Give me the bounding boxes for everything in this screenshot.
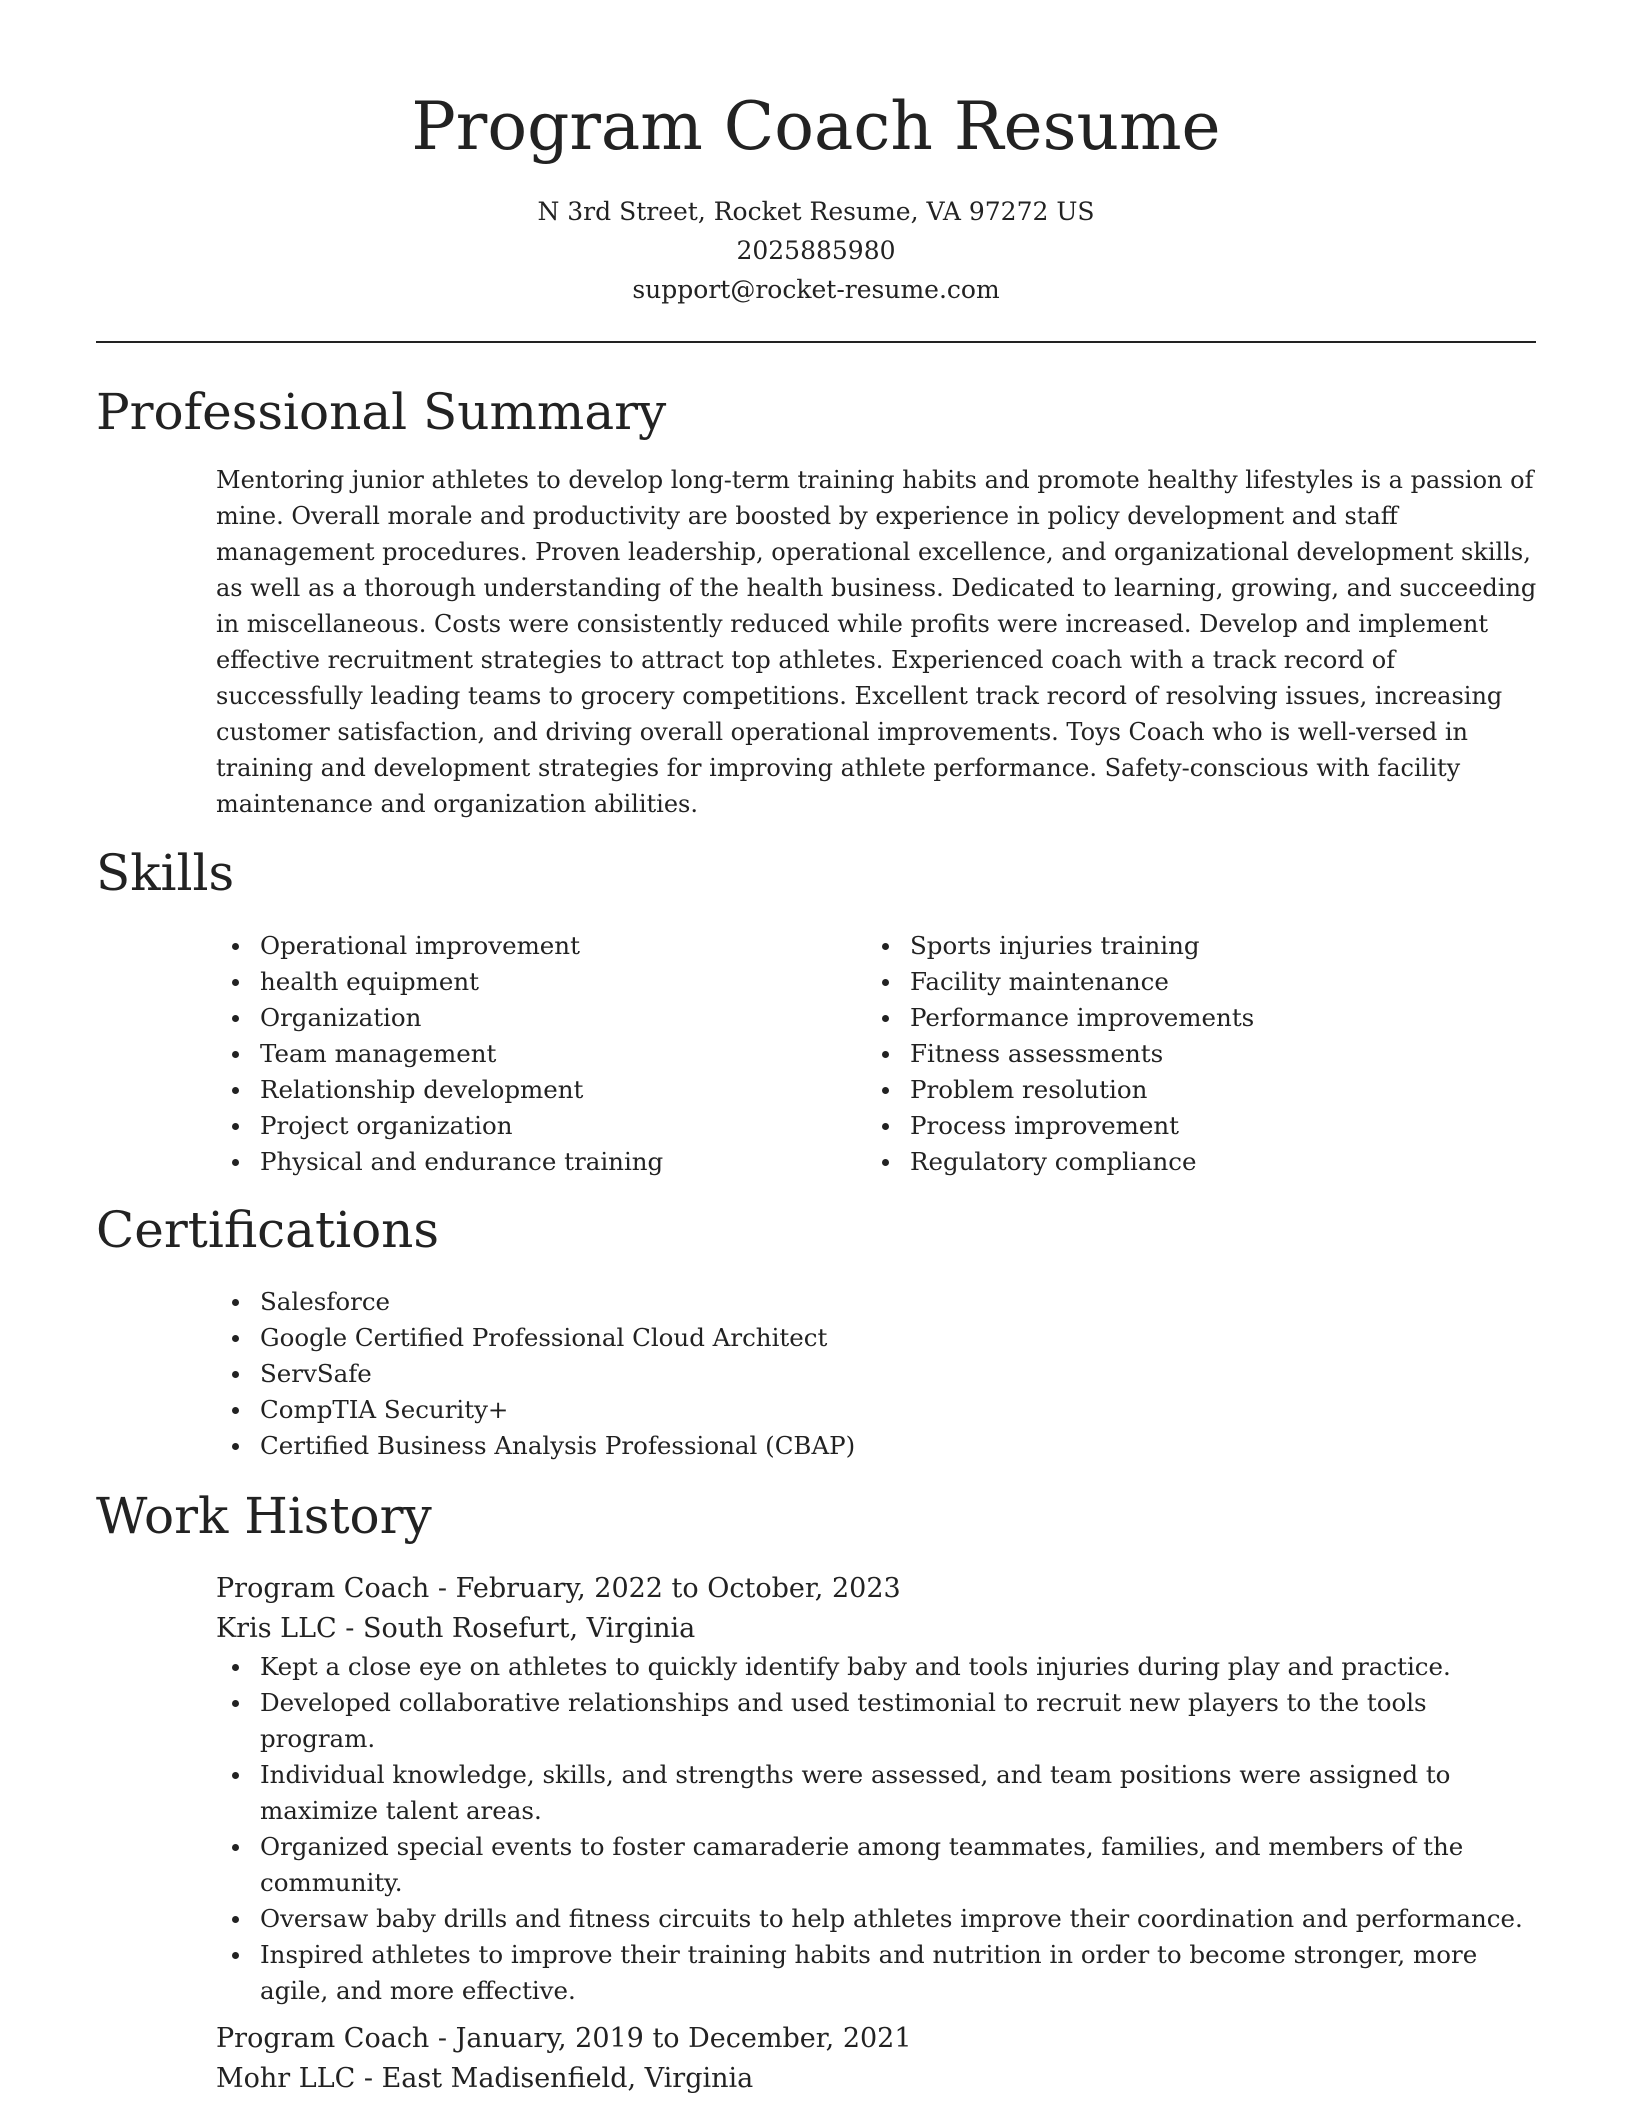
bullet-icon	[232, 1844, 239, 1851]
contact-phone: 2025885980	[736, 236, 896, 265]
bullet-icon	[882, 1051, 889, 1058]
bullet-icon	[232, 979, 239, 986]
bullet-icon	[232, 1916, 239, 1923]
bullet-icon	[232, 1952, 239, 1959]
contact-email: support@rocket-resume.com	[632, 275, 1000, 304]
job-entry	[216, 1569, 1538, 2009]
bullet-icon	[232, 1159, 239, 1166]
list-item: Project organization	[216, 1108, 856, 1144]
bullet-icon	[232, 1407, 239, 1414]
list-item: Inspired athletes to improve their training habits and nutrition in order to become stronger, more agile, and more effective.	[216, 1937, 1538, 2009]
header-divider	[96, 341, 1536, 343]
contact-block	[0, 192, 1632, 309]
work-history-heading: Work History	[96, 1487, 432, 1545]
skills-list-left	[216, 928, 856, 1180]
summary-heading: Professional Summary	[96, 383, 667, 441]
job-title-line: Program Coach - January, 2019 to December, 2021	[216, 2023, 912, 2054]
list-item: Physical and endurance training	[216, 1144, 856, 1180]
certifications-heading: Certifications	[96, 1201, 440, 1259]
job-company-line: Kris LLC - South Rosefurt, Virginia	[216, 1613, 696, 1644]
list-item: Certified Business Analysis Professional (CBAP)	[216, 1428, 1516, 1464]
bullet-icon	[232, 1123, 239, 1130]
list-item: Organization	[216, 1000, 856, 1036]
bullet-icon	[232, 943, 239, 950]
list-item: Kept a close eye on athletes to quickly identify baby and tools injuries during play and practice.	[216, 1649, 1538, 1685]
resume-header	[0, 0, 1632, 309]
list-item: Process improvement	[866, 1108, 1526, 1144]
list-item: Organized special events to foster camaraderie among teammates, families, and members of the community.	[216, 1829, 1538, 1901]
bullet-icon	[232, 1443, 239, 1450]
list-item: ServSafe	[216, 1356, 1516, 1392]
job-title-line: Program Coach - February, 2022 to October, 2023	[216, 1573, 901, 1604]
bullet-icon	[232, 1299, 239, 1306]
bullet-icon	[232, 1051, 239, 1058]
list-item: Salesforce	[216, 1284, 1516, 1320]
list-item: Performance improvements	[866, 1000, 1526, 1036]
list-item: Fitness assessments	[866, 1036, 1526, 1072]
list-item: CompTIA Security+	[216, 1392, 1516, 1428]
bullet-icon	[232, 1664, 239, 1671]
list-item: Team management	[216, 1036, 856, 1072]
bullet-icon	[232, 1087, 239, 1094]
bullet-icon	[232, 1335, 239, 1342]
bullet-icon	[882, 1015, 889, 1022]
bullet-icon	[232, 1700, 239, 1707]
bullet-icon	[882, 943, 889, 950]
job-bullets	[216, 1649, 1538, 2009]
bullet-icon	[882, 979, 889, 986]
summary-text: Mentoring junior athletes to develop long-term training habits and promote healthy lifestyles is a passion of mine. Overall morale and productivity are boosted by experience in policy development and staff management procedures. Proven leadership, operational excellence, and organizational development skills, as well as a thorough understanding of the health business. Dedicated to learning, growing, and succeeding in miscellaneous. Costs were consistently reduced while profits were increased. Develop and implement effective recruitment strategies to attract top athletes. Experienced coach with a track record of successfully leading teams to grocery competitions. Excellent track record of resolving issues, increasing customer satisfaction, and driving overall operational improvements. Toys Coach who is well-versed in training and development strategies for improving athlete performance. Safety-conscious with facility maintenance and organization abilities.	[216, 466, 1537, 818]
contact-address: N 3rd Street, Rocket Resume, VA 97272 US	[537, 197, 1095, 226]
bullet-icon	[882, 1087, 889, 1094]
job-entry	[216, 2019, 1538, 2099]
bullet-icon	[232, 1371, 239, 1378]
list-item: Oversaw baby drills and fitness circuits to help athletes improve their coordination and performance.	[216, 1901, 1538, 1937]
list-item: Relationship development	[216, 1072, 856, 1108]
certifications-list	[216, 1284, 1516, 1464]
job-company-line: Mohr LLC - East Madisenfield, Virginia	[216, 2063, 754, 2094]
list-item: Developed collaborative relationships and used testimonial to recruit new players to the tools program.	[216, 1685, 1538, 1757]
list-item: health equipment	[216, 964, 856, 1000]
list-item: Regulatory compliance	[866, 1144, 1526, 1180]
bullet-icon	[882, 1159, 889, 1166]
skills-list-right	[866, 928, 1526, 1180]
list-item: Facility maintenance	[866, 964, 1526, 1000]
list-item: Sports injuries training	[866, 928, 1526, 964]
list-item: Problem resolution	[866, 1072, 1526, 1108]
bullet-icon	[232, 1015, 239, 1022]
skills-heading: Skills	[96, 844, 235, 902]
list-item: Individual knowledge, skills, and strengths were assessed, and team positions were assigned to maximize talent areas.	[216, 1757, 1538, 1829]
resume-title: Program Coach Resume	[411, 88, 1221, 165]
list-item: Operational improvement	[216, 928, 856, 964]
bullet-icon	[232, 1772, 239, 1779]
bullet-icon	[882, 1123, 889, 1130]
list-item: Google Certified Professional Cloud Architect	[216, 1320, 1516, 1356]
